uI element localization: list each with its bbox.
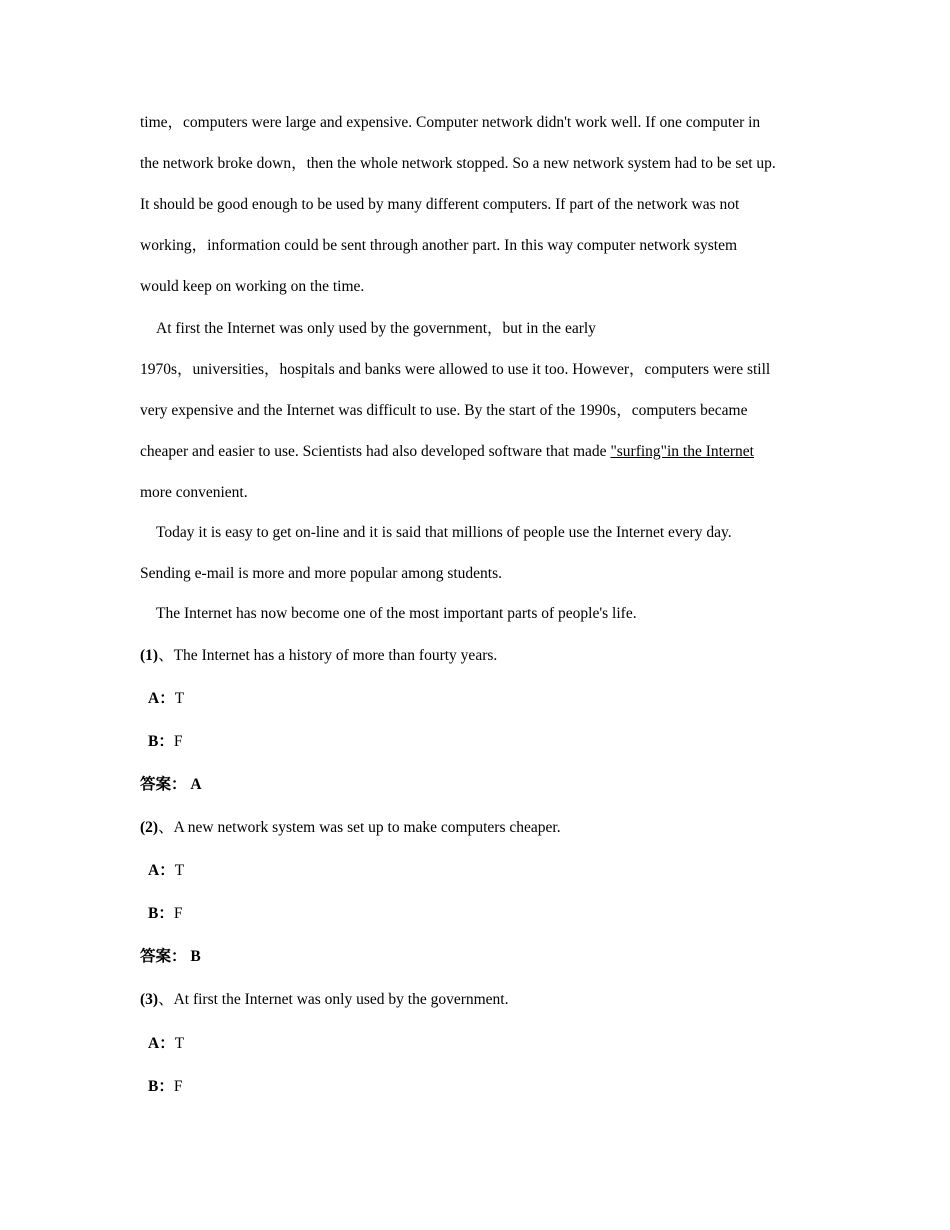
question-number: (3) [140, 991, 159, 1008]
option-key: B： [148, 733, 174, 750]
passage-line: 1970s，universities，hospitals and banks were allowed to use it too. However，computers were still [140, 361, 771, 378]
answer-1 [140, 775, 202, 795]
option-key: B： [148, 905, 174, 922]
question-2 [140, 818, 561, 838]
passage-line: would keep on working on the time. [140, 278, 365, 295]
passage-line: It should be good enough to be used by many different computers. If part of the network was not [140, 196, 740, 213]
option-value: T [174, 1035, 185, 1052]
question-separator: 、 [158, 991, 174, 1008]
option-b[interactable] [148, 904, 182, 924]
option-key: A： [148, 690, 175, 707]
question-separator: 、 [158, 819, 174, 836]
answer-value: B [190, 948, 201, 965]
passage-line: Sending e-mail is more and more popular among students. [140, 565, 503, 582]
passage-line: time，computers were large and expensive. Computer network didn't work well. If one computer in [140, 114, 761, 131]
option-a[interactable] [148, 861, 184, 881]
passage-line: more convenient. [140, 484, 248, 501]
option-value: F [173, 733, 183, 750]
passage-line: At first the Internet was only used by the government，but in the early [156, 320, 596, 337]
option-value: F [173, 905, 183, 922]
option-key: A： [148, 862, 175, 879]
answer-label: 答案： [140, 776, 187, 793]
question-1 [140, 646, 497, 666]
option-b[interactable] [148, 1077, 182, 1097]
answer-label: 答案： [140, 948, 187, 965]
question-text: The Internet has a history of more than fourty years. [173, 647, 498, 664]
passage-line: The Internet has now become one of the most important parts of people's life. [156, 605, 637, 622]
question-separator: 、 [158, 647, 174, 664]
question-3 [140, 990, 509, 1010]
question-text: A new network system was set up to make computers cheaper. [173, 819, 561, 836]
option-key: B： [148, 1078, 174, 1095]
option-b[interactable] [148, 732, 182, 752]
answer-value: A [190, 776, 202, 793]
passage-text: cheaper and easier to use. Scientists had also developed software that made [140, 443, 611, 460]
passage-line: working，information could be sent through another part. In this way computer network system [140, 237, 738, 254]
option-value: F [173, 1078, 183, 1095]
passage-line: the network broke down，then the whole network stopped. So a new network system had to be set up. [140, 155, 776, 172]
question-number: (2) [140, 819, 159, 836]
option-a[interactable] [148, 1034, 184, 1054]
passage-line: very expensive and the Internet was difficult to use. By the start of the 1990s，computers became [140, 402, 748, 419]
passage-line: Today it is easy to get on-line and it is said that millions of people use the Internet every day. [156, 524, 732, 541]
option-a[interactable] [148, 689, 184, 709]
question-number: (1) [140, 647, 159, 664]
answer-2 [140, 947, 201, 967]
option-value: T [174, 690, 185, 707]
option-key: A： [148, 1035, 175, 1052]
option-value: T [174, 862, 185, 879]
question-text: At first the Internet was only used by the government. [173, 991, 509, 1008]
passage-line [140, 442, 754, 462]
underlined-phrase: "surfing"in the Internet [610, 443, 754, 460]
